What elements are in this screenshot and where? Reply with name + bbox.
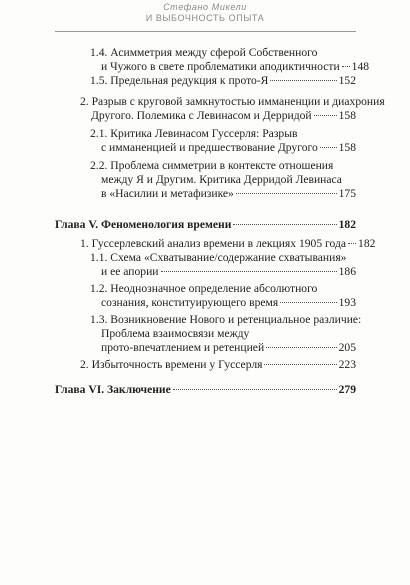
- dot-leader: [236, 193, 337, 194]
- toc-page-number: 279: [338, 383, 356, 396]
- toc-entry-text: 2. Разрыв с круговой замкнутостью имманенции и диахрония: [80, 95, 385, 108]
- toc-entry-text: 1.1. Схема «Схватывание/содержание схватывания»: [90, 251, 347, 264]
- dot-leader: [280, 302, 336, 303]
- toc-entry-text: 1.5. Предельная редукция к прото-Я: [90, 74, 269, 87]
- toc-entry: [90, 282, 356, 310]
- toc-entry-text: 1.2. Неоднозначное определение абсолютного: [90, 282, 318, 295]
- toc-entry-text: 1.3. Возникновение Нового и ретенциальное различие:: [90, 313, 362, 326]
- toc-entry: [90, 127, 356, 155]
- toc-page-number: 158: [338, 109, 356, 122]
- toc-page-number: 182: [358, 237, 376, 250]
- toc-entry-text: 2.2. Проблема симметрии в контексте отношения: [90, 159, 334, 172]
- toc-chapter-title: Глава V. Феноменология времени: [55, 218, 232, 231]
- toc-entry-text: с имманенцией и предшествование Другого: [101, 141, 318, 154]
- toc-chapter-title: Глава VI. Заключение: [55, 383, 171, 396]
- header-rule: [55, 31, 356, 32]
- toc-entry: [90, 313, 362, 355]
- toc-page-number: 148: [351, 60, 370, 73]
- dot-leader: [348, 243, 356, 244]
- running-head-author: Стефано Микели: [163, 2, 247, 12]
- toc-page-number: 152: [338, 74, 356, 87]
- toc-entry: [90, 159, 356, 201]
- toc-entry-text: 1. Гуссерлевский анализ времени в лекциях 1905 года: [80, 237, 347, 250]
- toc-entry-text: 2.1. Критика Левинасом Гуссерля: Разрыв: [90, 127, 298, 140]
- toc-entry: [90, 74, 356, 88]
- running-head: [0, 2, 410, 24]
- dot-leader: [314, 115, 337, 116]
- toc-page-number: 158: [338, 141, 356, 154]
- toc-entry-text: и ее апории: [101, 265, 159, 278]
- toc-page-number: 182: [338, 218, 356, 231]
- toc-chapter-entry: [55, 383, 356, 397]
- toc-entry-text: Другого. Полемика с Левинасом и Дерридой: [91, 109, 312, 122]
- toc-entry: [80, 237, 376, 251]
- toc-entry-text: и Чужого в свете проблематики аподиктичности: [101, 60, 340, 73]
- dot-leader: [320, 147, 337, 148]
- toc-page-number: 186: [338, 265, 356, 278]
- dot-leader: [270, 80, 336, 81]
- toc-page-number: 223: [338, 358, 356, 371]
- dot-leader: [342, 66, 350, 67]
- dot-leader: [266, 347, 336, 348]
- dot-leader: [161, 271, 337, 272]
- toc-entry-text: между Я и Другим. Критика Дерридой Левинаса: [101, 173, 342, 186]
- dot-leader: [264, 364, 336, 365]
- toc-entry-text: Проблема взаимосвязи между: [101, 327, 250, 340]
- toc-entry: [90, 251, 356, 279]
- toc-entry-text: 2. Избыточность времени у Гуссерля: [80, 358, 263, 371]
- toc-entry-text: прото-впечатлением и ретенцией: [101, 341, 265, 354]
- toc-entry-text: в «Насилии и метафизике»: [101, 187, 234, 200]
- dot-leader: [233, 224, 336, 225]
- toc-entry-text: 1.4. Асимметрия между сферой Собственного: [90, 46, 318, 59]
- running-head-title: И ВЫБОЧНОСТЬ ОПЫТА: [145, 13, 265, 23]
- toc-entry: [90, 46, 370, 74]
- toc-entry-text: сознания, конституирующего время: [101, 296, 279, 309]
- toc-entry: [80, 358, 356, 372]
- dot-leader: [173, 389, 337, 390]
- toc-page-number: 205: [338, 341, 356, 354]
- toc-entry: [80, 95, 385, 123]
- toc-page-number: 193: [338, 296, 356, 309]
- toc-chapter-entry: [55, 218, 356, 232]
- toc-page-number: 175: [338, 187, 356, 200]
